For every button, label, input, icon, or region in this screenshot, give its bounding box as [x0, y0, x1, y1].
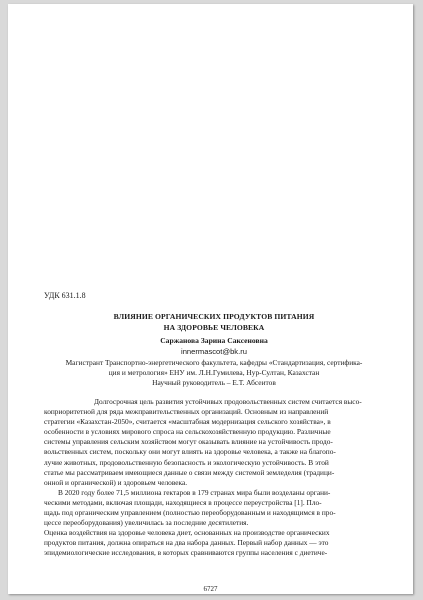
body-line: стратегии «Казахстан-2050», считается «масштабная модернизация сельского хозяйства», в [44, 417, 331, 427]
body-line: лучие животных, продовольственную безопасность и экологическую устойчивость. В этой [44, 457, 329, 467]
article-body [44, 397, 384, 559]
body-line: щадь под органическим управлением (полностью переоборудованным и находящимся в про- [44, 508, 336, 518]
body-line: цессе переоборудования) увеличилась за последние десятилетия. [44, 518, 249, 528]
body-line: особенности в условиях мирового спроса на сельскохозяйственную продукцию. Различные [44, 427, 331, 437]
affiliation-line-2: ция и метрология» ЕНУ им. Л.Н.Гумилева, Нур-Султан, Казахстан [108, 368, 320, 378]
page-number: 6727 [203, 585, 218, 593]
body-line: Оценка воздействия на здоровье человека диет, основанных на производстве органических [44, 528, 330, 538]
affiliation [44, 358, 384, 389]
affiliation-line-1: Магистрант Транспортно-энергетического факультета, кафедры «Стандартизация, сертифика- [65, 358, 363, 367]
body-line: В 2020 году более 71,5 миллиона гектаров в 179 странах мира были возделаны органи- [58, 487, 331, 497]
document-page [8, 4, 413, 594]
body-line: эпидемиологические исследования, в которых сравниваются группы населения с диетиче- [44, 548, 328, 558]
body-line: ческими методами, включая площади, находящиеся в процессе переустройства [1]. Пло- [44, 497, 322, 507]
body-line: статье мы рассматриваем имеющиеся данные о связи между системой земледелия (традици- [44, 467, 335, 477]
article-title [44, 312, 384, 333]
body-line: онной и органической) и здоровьем человека. [44, 477, 188, 487]
udc-code: УДК 631.1.8 [44, 291, 86, 300]
title-line-2: НА ЗДОРОВЬЕ ЧЕЛОВЕКА [163, 322, 265, 332]
body-line: Долгосрочная цель развития устойчивых продовольственных систем считается высо- [94, 397, 362, 406]
body-line: системы управления сельским хозяйством могут оказывать влияние на устойчивость продо- [44, 437, 333, 447]
title-line-1: ВЛИЯНИЕ ОРГАНИЧЕСКИХ ПРОДУКТОВ ПИТАНИЯ [113, 312, 315, 321]
supervisor-line: Научный руководитель – Е.Т. Абсеитов [152, 378, 276, 388]
body-line: продуктов питания, должна опираться на два набора данных. Первый набор данных — это [44, 538, 329, 548]
author-email: innermascot@bk.ru [181, 347, 247, 356]
body-line: вольственных систем, поскольку они могут влиять на здоровье человека, а также на благопо- [44, 447, 336, 457]
body-line: коприоритетной для ряда межправительственных организаций. Основным из направлений [44, 407, 329, 417]
author-name: Саржанова Зарина Саксеновна [160, 336, 268, 345]
